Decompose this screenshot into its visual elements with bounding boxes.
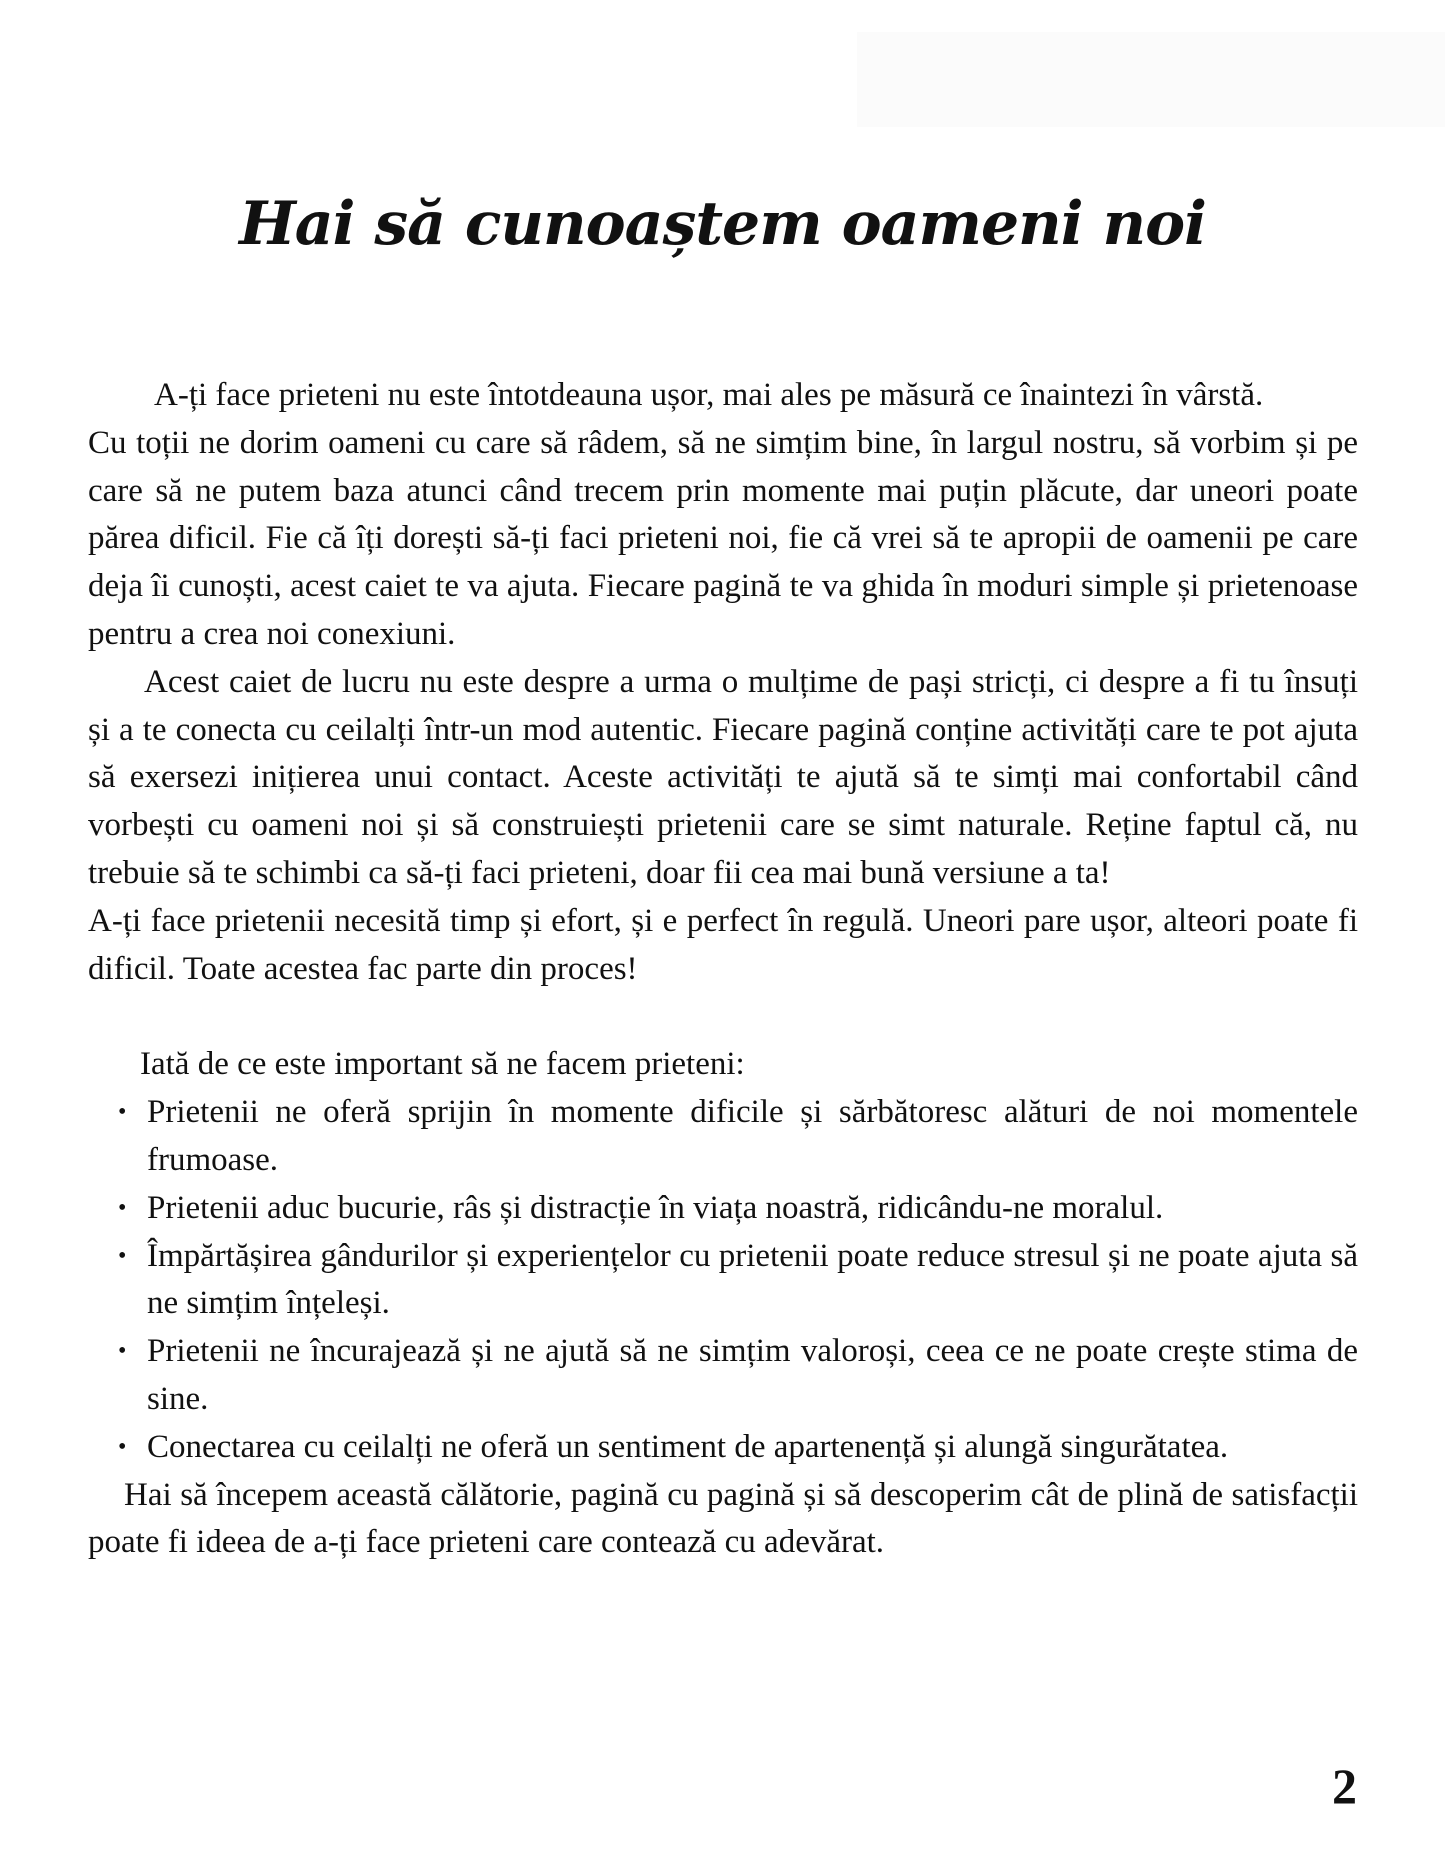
list-item (88, 1089, 1358, 1185)
paragraph-closing: Hai să începem această călătorie, pagină cu pagină și să descoperim cât de plină de satisfacții poate fi ideea de a-ți face prieteni care contează cu adevărat. (88, 1476, 1358, 1561)
bullet-icon: • (118, 1433, 127, 1460)
body-text (88, 372, 1358, 1567)
bullet-icon: • (118, 1194, 127, 1221)
list-item (88, 1185, 1358, 1233)
reasons-intro: Iată de ce este important să ne facem prieteni: (140, 1046, 745, 1083)
bullet-icon: • (118, 1099, 127, 1126)
list-item (88, 1233, 1358, 1329)
spacer (88, 993, 1358, 1041)
list-item-text: Conectarea cu ceilalți ne oferă un sentiment de apartenență și alungă singurătatea. (147, 1428, 1229, 1465)
list-item (88, 1424, 1358, 1472)
paragraph-effort: A-ți face prietenii necesită timp și efort, și e perfect în regulă. Uneori pare ușor, alteori poate fi dificil. Toate acestea fac parte din proces! (88, 902, 1358, 987)
page-title: Hai să cunoaștem oameni noi (239, 189, 1206, 259)
reasons-list (88, 1089, 1358, 1471)
bullet-icon: • (118, 1242, 127, 1269)
paragraph-workbook: Acest caiet de lucru nu este despre a urma o mulțime de pași stricți, ci despre a fi tu însuți și a te conecta cu ceilalți într-un mod autentic. Fiecare pagină conține activități care te pot ajuta să exersezi inițierea unui contact. Aceste activități te ajută să te simți mai confortabil când vorbești cu oameni noi și să construiești prietenii care se simt naturale. Reține faptul că, nu trebuie să te schimbi ca să-ți faci prieteni, doar fii cea mai bună versiune a ta! (88, 663, 1358, 891)
list-item-text: Împărtășirea gândurilor și experiențelor cu prietenii poate reduce stresul și ne poate ajuta să ne simțim înțeleși. (147, 1237, 1358, 1322)
page-number: 2 (1332, 1758, 1357, 1814)
list-item (88, 1328, 1358, 1424)
bullet-icon: • (118, 1338, 127, 1365)
paragraph-wishes: Cu toții ne dorim oameni cu care să râdem, să ne simțim bine, în largul nostru, să vorbim și pe care să ne putem baza atunci când trecem prin momente mai puțin plăcute, dar uneori poate părea dificil. Fie că îți dorești să-ți faci prieteni noi, fie că vrei să te apropii de oamenii pe care deja îi cunoști, acest caiet te va ajuta. Fiecare pagină te va ghida în moduri simple și prietenoase pentru a crea noi conexiuni. (88, 424, 1358, 652)
list-item-text: Prietenii ne încurajează și ne ajută să ne simțim valoroși, ceea ce ne poate crește stima de sine. (147, 1333, 1358, 1417)
paragraph-intro: A-ți face prieteni nu este întotdeauna ușor, mai ales pe măsură ce înaintezi în vârstă. (154, 377, 1264, 413)
corner-shade (857, 32, 1445, 127)
list-item-text: Prietenii ne oferă sprijin în momente dificile și sărbătoresc alături de noi momentele frumoase. (147, 1094, 1358, 1178)
list-item-text: Prietenii aduc bucurie, râs și distracție în viața noastră, ridicându-ne moralul. (147, 1189, 1164, 1226)
